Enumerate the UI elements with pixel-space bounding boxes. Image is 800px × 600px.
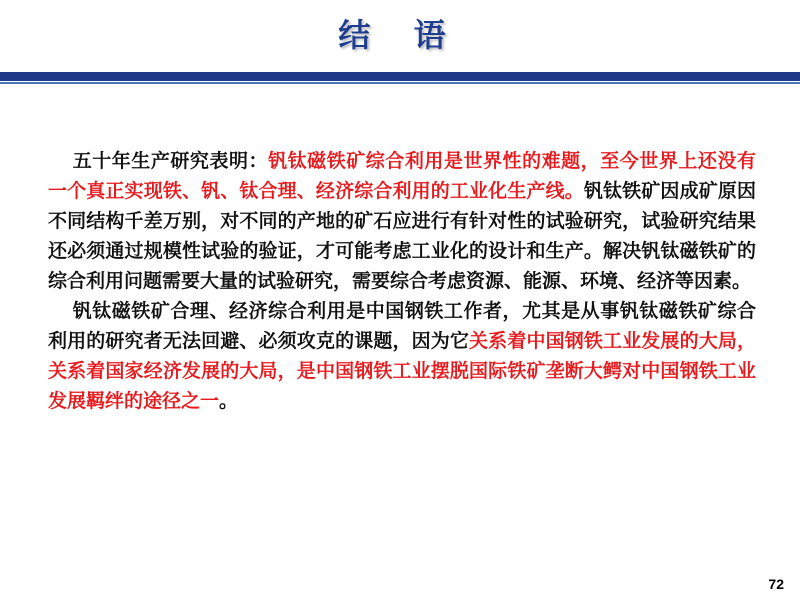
paragraph-2 <box>48 296 756 416</box>
paragraph-1 <box>48 146 756 296</box>
title-divider <box>0 72 800 81</box>
paragraph-1-rest: 钒钛铁矿因成矿原因不同结构千差万别，对不同的产地的矿石应进行有针对性的试验研究，试验研究结果还必须通过规模性试验的验证，才可能考虑工业化的设计和生产。解决钒钛磁铁矿的综合利用问题需要大量的试验研究，需要综合考虑资源、能源、环境、经济等因素。 <box>48 180 756 292</box>
body-text <box>48 146 756 416</box>
paragraph-1-highlight: 钒钛磁铁矿综合利用是世界性的难题，至今世界上还没有一个真正实现铁、钒、钛合理、经济综合利用的工业化生产线。 <box>48 150 756 202</box>
paragraph-2-highlight: 关系着中国钢铁工业发展的大局，关系着国家经济发展的大局，是中国钢铁工业摆脱国际铁矿垄断大鳄对中国钢铁工业发展羁绊的途径之一 <box>48 330 756 412</box>
paragraph-1-lead: 五十年生产研究表明： <box>72 150 269 172</box>
title-divider-thin <box>0 82 800 84</box>
page-number: 72 <box>768 576 784 592</box>
slide-title: 结 语 <box>338 16 462 54</box>
paragraph-2-end: 。 <box>219 390 239 412</box>
paragraph-2-lead: 钒钛磁铁矿合理、经济综合利用是中国钢铁工作者，尤其是从事钒钛磁铁矿综合利用的研究者无法回避、必须攻克的课题，因为它 <box>48 300 756 352</box>
